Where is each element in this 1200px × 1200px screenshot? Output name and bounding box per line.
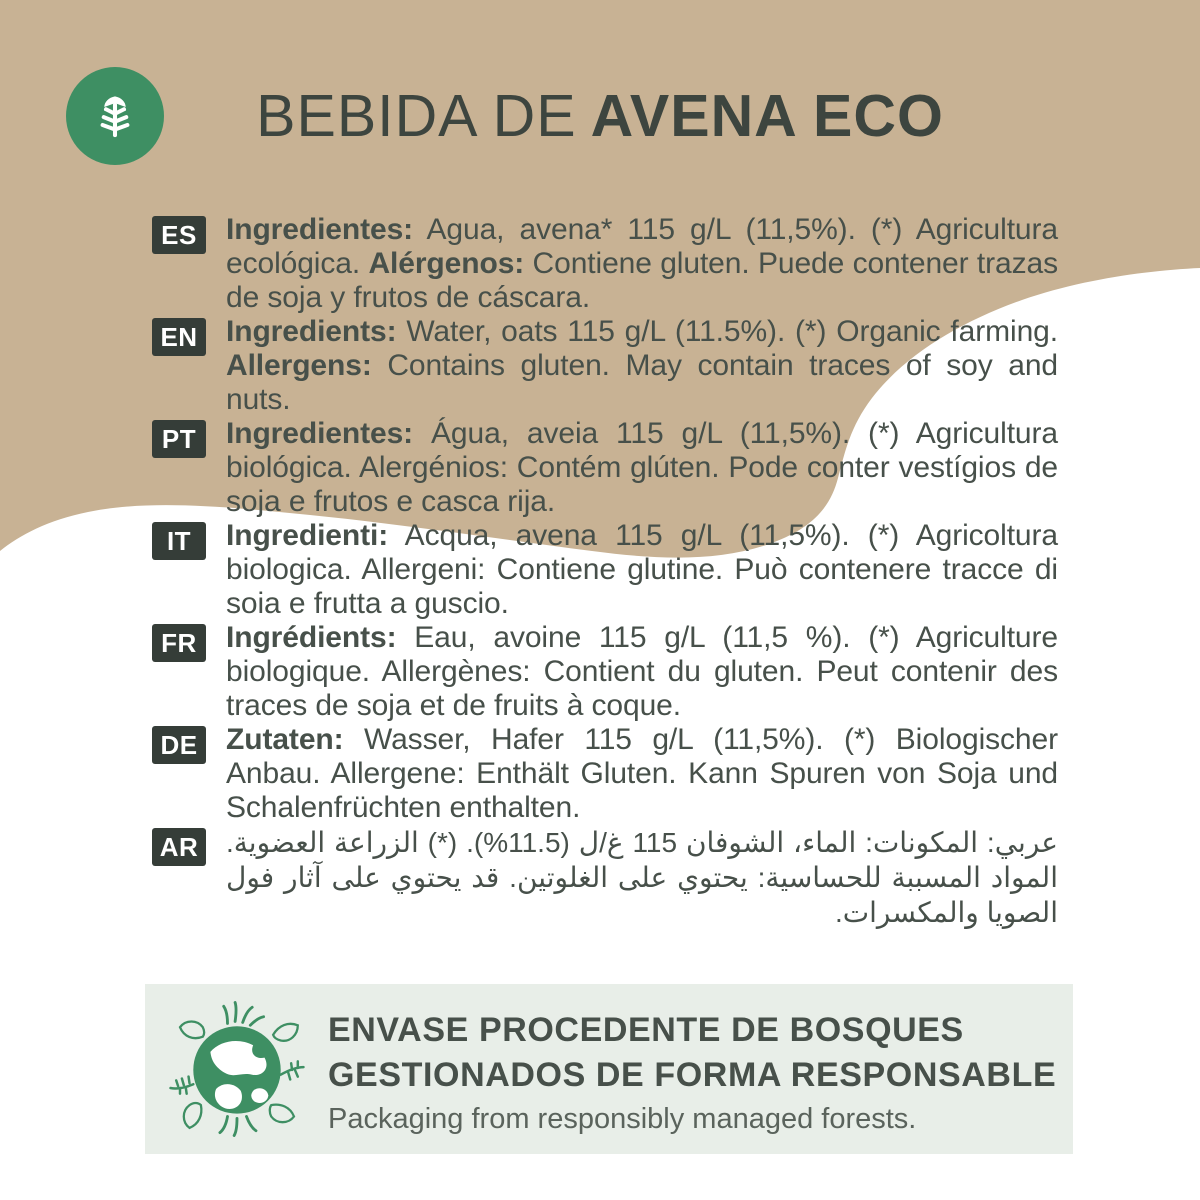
lang-badge-ar: AR [152, 828, 206, 866]
ingredient-text-es: Ingredientes: Agua, avena* 115 g/L (11,5%). (*) Agricultura ecológica. Alérgenos: Contiene gluten. Puede contener trazas de soja y frutos de cáscara. [226, 213, 1058, 314]
footer-heading-line1: ENVASE PROCEDENTE DE BOSQUES [328, 1011, 964, 1049]
footer-heading-line2: GESTIONADOS DE FORMA RESPONSABLE [328, 1056, 1057, 1094]
lang-badge-fr: FR [152, 624, 206, 662]
footer-subtext: Packaging from responsibly managed forests. [328, 1103, 917, 1135]
ingredient-text-pt: Ingredientes: Água, aveia 115 g/L (11,5%). (*) Agricultura biológica. Alergénios: Contém glúten. Pode conter vestígios de soja e frutos e casca rija. [226, 417, 1058, 518]
globe-leaves-icon [161, 993, 313, 1145]
lang-badge-en: EN [152, 318, 206, 356]
page-title [0, 82, 1200, 150]
ingredient-block-pt [152, 417, 1058, 519]
ingredient-block-es [152, 213, 1058, 315]
ingredient-text-it: Ingredienti: Acqua, avena 115 g/L (11,5%). (*) Agricoltura biologica. Allergeni: Contiene glutine. Può contenere tracce di soia e frutta a guscio. [226, 519, 1058, 620]
ingredient-text-fr: Ingrédients: Eau, avoine 115 g/L (11,5 %). (*) Agriculture biologique. Allergènes: Contient du gluten. Peut contenir des traces de soja et de fruits à coque. [226, 621, 1058, 722]
lang-badge-de: DE [152, 726, 206, 764]
ingredient-block-fr [152, 621, 1058, 723]
ingredients-list [152, 213, 1058, 930]
ingredient-text-en: Ingredients: Water, oats 115 g/L (11.5%). (*) Organic farming. Allergens: Contains gluten. May contain traces of soy and nuts. [226, 315, 1058, 416]
ingredient-block-en [152, 315, 1058, 417]
ingredient-block-de [152, 723, 1058, 825]
ingredient-text-de: Zutaten: Wasser, Hafer 115 g/L (11,5%). (*) Biologischer Anbau. Allergene: Enthält Gluten. Kann Spuren von Soja und Schalenfrüchten enthalten. [226, 723, 1058, 824]
lang-badge-it: IT [152, 522, 206, 560]
footer-certification-box [145, 984, 1073, 1154]
ingredient-block-it [152, 519, 1058, 621]
title-bold: AVENA ECO [590, 83, 944, 149]
ingredient-block-ar [152, 825, 1058, 930]
title-regular: BEBIDA DE [256, 83, 577, 149]
ingredient-text-ar: عربي: المكونات: الماء، الشوفان 115 غ/ل (11.5%). (*) الزراعة العضوية. المواد المسببة للحساسية: يحتوي على الغلوتين. قد يحتوي على آثار فول الصويا والمكسرات. [226, 827, 1058, 928]
lang-badge-es: ES [152, 216, 206, 254]
lang-badge-pt: PT [152, 420, 206, 458]
